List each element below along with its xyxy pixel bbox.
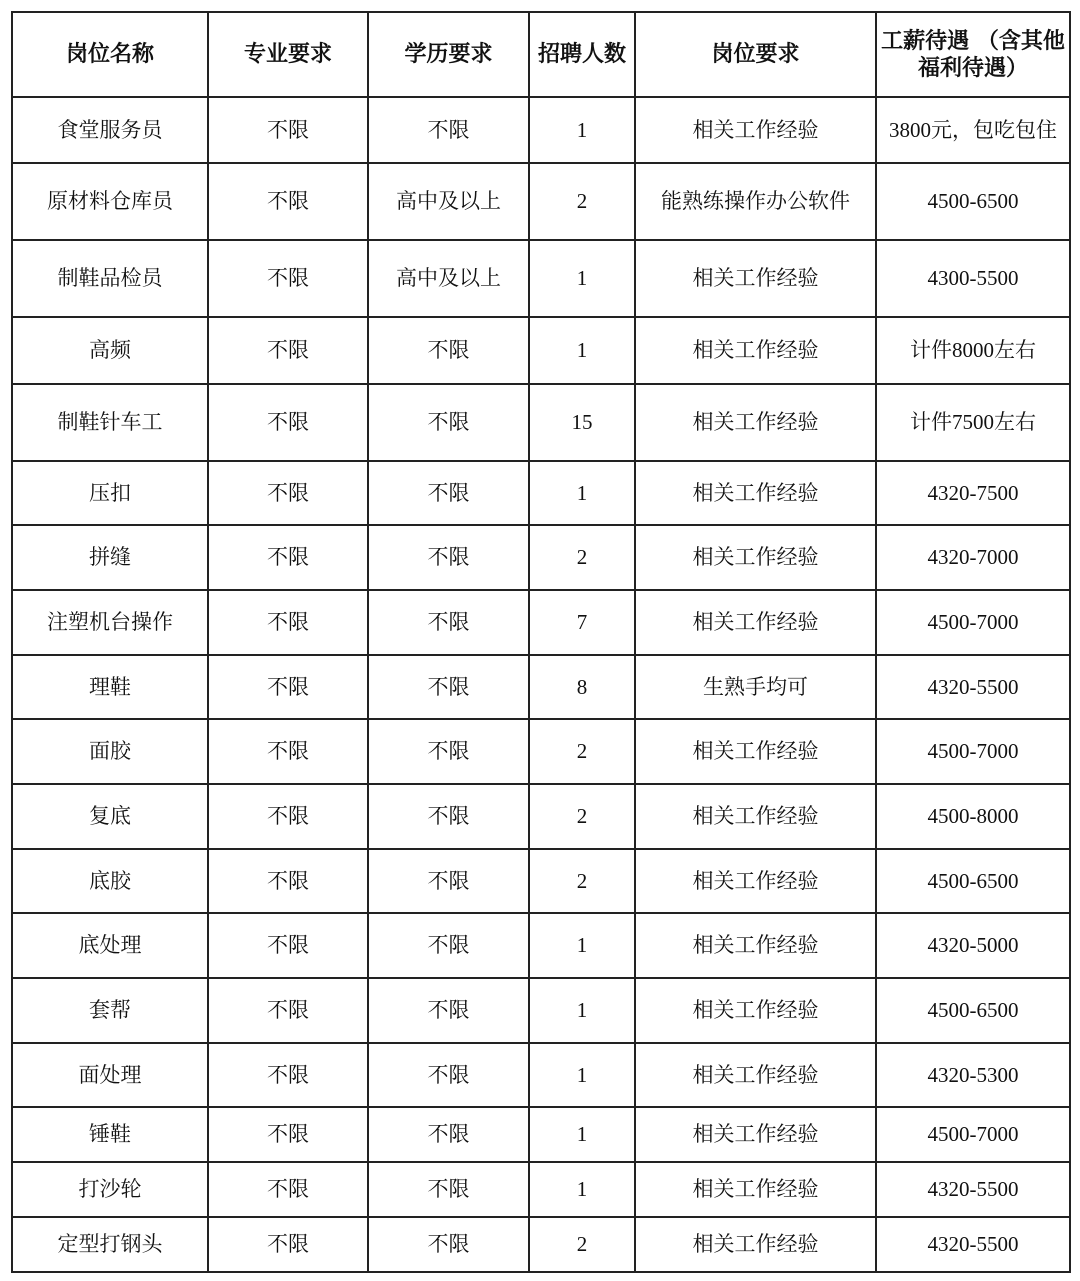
cell-requirement: 相关工作经验 [635, 719, 876, 784]
cell-education: 不限 [368, 784, 529, 849]
cell-major: 不限 [208, 849, 368, 913]
cell-requirement: 相关工作经验 [635, 240, 876, 317]
cell-major: 不限 [208, 163, 368, 240]
cell-headcount: 1 [529, 97, 635, 163]
cell-major: 不限 [208, 655, 368, 719]
header-row [12, 12, 1070, 97]
table-row [12, 1217, 1070, 1272]
table-row [12, 655, 1070, 719]
cell-major: 不限 [208, 1043, 368, 1107]
header-position-name: 岗位名称 [12, 12, 208, 97]
cell-requirement: 相关工作经验 [635, 978, 876, 1043]
cell-requirement: 相关工作经验 [635, 461, 876, 525]
cell-headcount: 2 [529, 719, 635, 784]
cell-major: 不限 [208, 461, 368, 525]
cell-requirement: 相关工作经验 [635, 590, 876, 655]
cell-education: 不限 [368, 913, 529, 978]
cell-requirement: 相关工作经验 [635, 384, 876, 461]
cell-headcount: 2 [529, 1217, 635, 1272]
cell-position: 锤鞋 [12, 1107, 208, 1162]
cell-position: 打沙轮 [12, 1162, 208, 1217]
cell-major: 不限 [208, 1107, 368, 1162]
cell-salary: 计件8000左右 [876, 317, 1070, 384]
cell-major: 不限 [208, 384, 368, 461]
cell-major: 不限 [208, 978, 368, 1043]
cell-position: 理鞋 [12, 655, 208, 719]
cell-requirement: 生熟手均可 [635, 655, 876, 719]
table-row [12, 317, 1070, 384]
cell-requirement: 相关工作经验 [635, 97, 876, 163]
cell-headcount: 2 [529, 525, 635, 590]
cell-position: 压扣 [12, 461, 208, 525]
cell-education: 不限 [368, 655, 529, 719]
table-row [12, 978, 1070, 1043]
cell-salary: 4500-6500 [876, 849, 1070, 913]
cell-salary: 4500-7000 [876, 590, 1070, 655]
cell-requirement: 相关工作经验 [635, 1162, 876, 1217]
cell-education: 不限 [368, 978, 529, 1043]
cell-headcount: 1 [529, 461, 635, 525]
cell-headcount: 1 [529, 1162, 635, 1217]
cell-position: 定型打钢头 [12, 1217, 208, 1272]
table-row [12, 590, 1070, 655]
cell-position: 注塑机台操作 [12, 590, 208, 655]
cell-headcount: 1 [529, 1043, 635, 1107]
cell-education: 高中及以上 [368, 163, 529, 240]
cell-major: 不限 [208, 784, 368, 849]
cell-education: 不限 [368, 317, 529, 384]
cell-position: 底处理 [12, 913, 208, 978]
cell-headcount: 2 [529, 784, 635, 849]
cell-headcount: 1 [529, 1107, 635, 1162]
cell-major: 不限 [208, 317, 368, 384]
header-major-requirement: 专业要求 [208, 12, 368, 97]
cell-position: 复底 [12, 784, 208, 849]
cell-salary: 4500-8000 [876, 784, 1070, 849]
cell-salary: 4320-5500 [876, 655, 1070, 719]
cell-requirement: 相关工作经验 [635, 913, 876, 978]
table-row [12, 240, 1070, 317]
table-row [12, 461, 1070, 525]
cell-position: 套帮 [12, 978, 208, 1043]
cell-requirement: 相关工作经验 [635, 317, 876, 384]
cell-salary: 4300-5500 [876, 240, 1070, 317]
table-row [12, 525, 1070, 590]
table-row [12, 849, 1070, 913]
header-education-requirement: 学历要求 [368, 12, 529, 97]
cell-salary: 4500-7000 [876, 1107, 1070, 1162]
cell-education: 高中及以上 [368, 240, 529, 317]
table-row [12, 1107, 1070, 1162]
table-row [12, 784, 1070, 849]
cell-requirement: 相关工作经验 [635, 1107, 876, 1162]
cell-position: 食堂服务员 [12, 97, 208, 163]
cell-requirement: 相关工作经验 [635, 1217, 876, 1272]
cell-education: 不限 [368, 384, 529, 461]
table-row [12, 913, 1070, 978]
cell-position: 制鞋针车工 [12, 384, 208, 461]
cell-salary: 4500-6500 [876, 163, 1070, 240]
cell-position: 制鞋品检员 [12, 240, 208, 317]
table-row [12, 719, 1070, 784]
cell-headcount: 1 [529, 240, 635, 317]
cell-education: 不限 [368, 1043, 529, 1107]
cell-major: 不限 [208, 719, 368, 784]
header-salary: 工薪待遇 （含其他福利待遇） [876, 12, 1070, 97]
table-row [12, 1043, 1070, 1107]
cell-position: 面处理 [12, 1043, 208, 1107]
table-row [12, 1162, 1070, 1217]
cell-salary: 3800元，包吃包住 [876, 97, 1070, 163]
cell-position: 高频 [12, 317, 208, 384]
table-row [12, 384, 1070, 461]
cell-salary: 4500-7000 [876, 719, 1070, 784]
cell-education: 不限 [368, 1107, 529, 1162]
cell-salary: 4320-5500 [876, 1162, 1070, 1217]
cell-education: 不限 [368, 461, 529, 525]
cell-requirement: 能熟练操作办公软件 [635, 163, 876, 240]
table-row [12, 163, 1070, 240]
cell-education: 不限 [368, 97, 529, 163]
cell-position: 面胶 [12, 719, 208, 784]
cell-major: 不限 [208, 240, 368, 317]
cell-salary: 4320-5000 [876, 913, 1070, 978]
cell-position: 原材料仓库员 [12, 163, 208, 240]
cell-headcount: 7 [529, 590, 635, 655]
cell-position: 底胶 [12, 849, 208, 913]
cell-salary: 4320-5500 [876, 1217, 1070, 1272]
cell-headcount: 2 [529, 163, 635, 240]
header-position-requirement: 岗位要求 [635, 12, 876, 97]
cell-education: 不限 [368, 849, 529, 913]
cell-salary: 计件7500左右 [876, 384, 1070, 461]
cell-requirement: 相关工作经验 [635, 525, 876, 590]
cell-requirement: 相关工作经验 [635, 849, 876, 913]
cell-salary: 4500-6500 [876, 978, 1070, 1043]
table-row [12, 97, 1070, 163]
cell-major: 不限 [208, 913, 368, 978]
cell-major: 不限 [208, 525, 368, 590]
cell-headcount: 15 [529, 384, 635, 461]
cell-requirement: 相关工作经验 [635, 784, 876, 849]
cell-headcount: 1 [529, 913, 635, 978]
header-headcount: 招聘人数 [529, 12, 635, 97]
recruitment-table [11, 11, 1071, 1273]
cell-requirement: 相关工作经验 [635, 1043, 876, 1107]
cell-headcount: 2 [529, 849, 635, 913]
cell-education: 不限 [368, 525, 529, 590]
cell-major: 不限 [208, 97, 368, 163]
cell-major: 不限 [208, 1217, 368, 1272]
cell-education: 不限 [368, 590, 529, 655]
cell-major: 不限 [208, 1162, 368, 1217]
cell-education: 不限 [368, 1162, 529, 1217]
cell-headcount: 1 [529, 317, 635, 384]
cell-education: 不限 [368, 1217, 529, 1272]
cell-headcount: 1 [529, 978, 635, 1043]
recruitment-table-sheet [11, 11, 1071, 1273]
cell-salary: 4320-5300 [876, 1043, 1070, 1107]
cell-major: 不限 [208, 590, 368, 655]
cell-education: 不限 [368, 719, 529, 784]
cell-headcount: 8 [529, 655, 635, 719]
cell-salary: 4320-7500 [876, 461, 1070, 525]
cell-salary: 4320-7000 [876, 525, 1070, 590]
cell-position: 拼缝 [12, 525, 208, 590]
